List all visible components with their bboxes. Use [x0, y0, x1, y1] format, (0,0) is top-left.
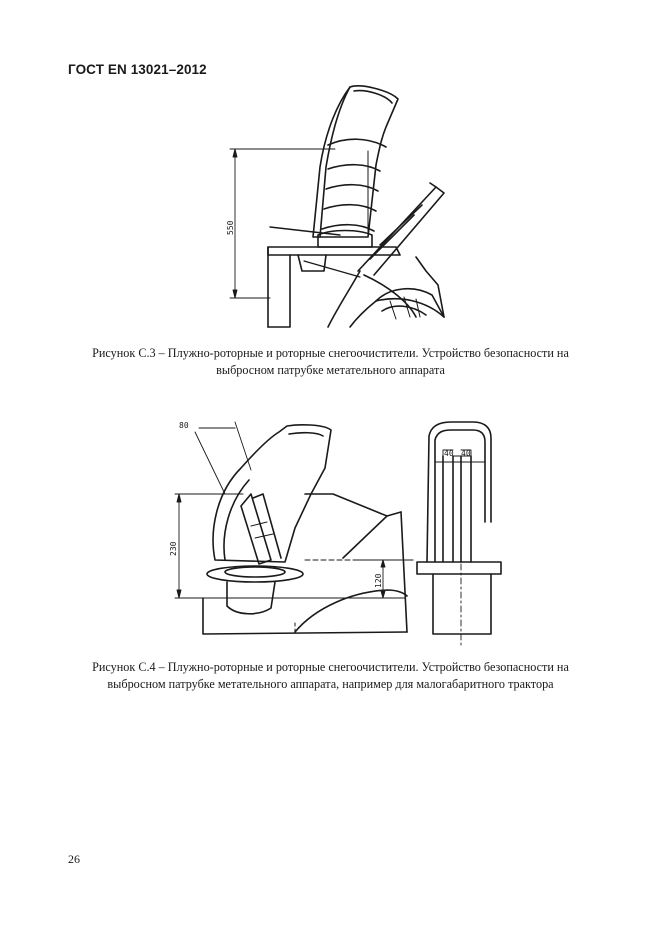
document-header: ГОСТ EN 13021–2012: [68, 62, 207, 77]
figure-c3-caption-line1: Рисунок С.3 – Плужно-роторные и роторные снегоочистители. Устройство безопасности на: [92, 346, 569, 360]
figure-c3-drawing: [200, 75, 460, 337]
chute-base: [268, 227, 400, 277]
dimension-label-40-right: 40: [461, 449, 471, 458]
figure-c4-caption: [40, 659, 621, 693]
dimension-label-550: 550: [226, 220, 235, 235]
dimension-label-40-left: 40: [444, 449, 454, 458]
figure-c3-caption: [40, 345, 621, 379]
figure-c4-drawing: [155, 410, 515, 646]
figure-c3-caption-line2: выбросном патрубке метательного аппарата: [216, 363, 445, 377]
discharge-chute: [313, 86, 398, 237]
blower-housing: [268, 247, 444, 327]
page-number: 26: [68, 852, 80, 866]
front-view-chute: [427, 422, 491, 562]
side-view-housing: [203, 512, 407, 634]
figure-c4-caption-line2: выбросном патрубке метательного аппарата, например для малогабаритного трактора: [107, 677, 554, 691]
dimension-line-80: [195, 422, 251, 494]
dimension-label-120: 120: [374, 573, 383, 588]
dimension-label-80: 80: [179, 421, 189, 430]
dimension-label-230: 230: [169, 541, 178, 556]
figure-c4-caption-line1: Рисунок С.4 – Плужно-роторные и роторные снегоочистители. Устройство безопасности на: [92, 660, 569, 674]
front-view-base: [417, 550, 501, 646]
